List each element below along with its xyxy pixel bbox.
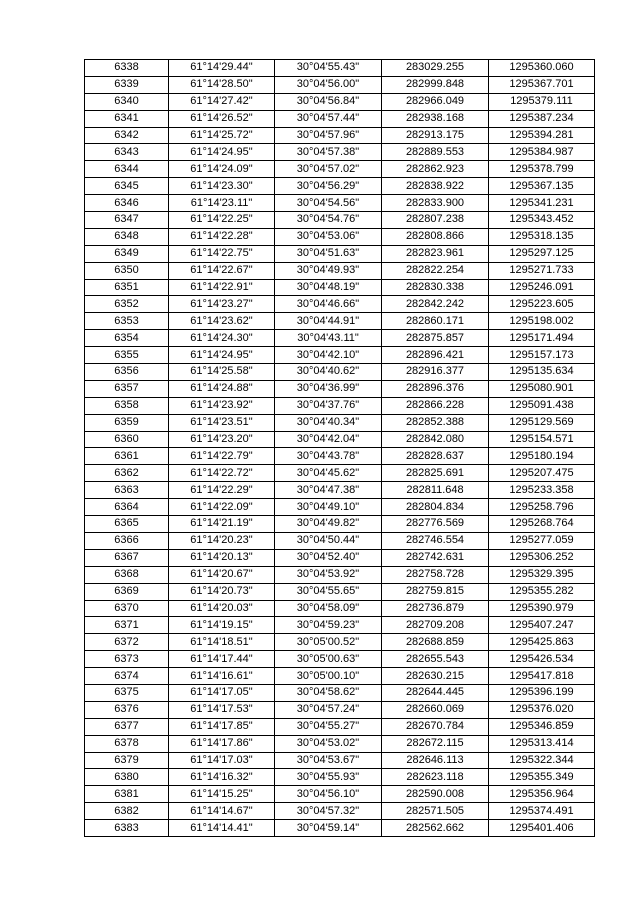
longitude-cell: 30°04'57.96"	[275, 127, 382, 144]
longitude-cell: 30°04'37.76"	[275, 397, 382, 414]
x-coordinate-cell: 282571.505	[382, 803, 489, 820]
latitude-cell: 61°14'14.41"	[169, 820, 275, 837]
point-number-cell: 6377	[85, 718, 169, 735]
x-coordinate-cell: 282896.376	[382, 380, 489, 397]
point-number-cell: 6378	[85, 735, 169, 752]
longitude-cell: 30°04'53.67"	[275, 752, 382, 769]
table-row	[85, 110, 595, 127]
table-row	[85, 178, 595, 195]
point-number-cell: 6356	[85, 364, 169, 381]
y-coordinate-cell: 1295246.091	[489, 279, 595, 296]
table-row	[85, 144, 595, 161]
point-number-cell: 6341	[85, 110, 169, 127]
latitude-cell: 61°14'24.95"	[169, 347, 275, 364]
latitude-cell: 61°14'17.44"	[169, 651, 275, 668]
point-number-cell: 6370	[85, 600, 169, 617]
longitude-cell: 30°04'43.11"	[275, 330, 382, 347]
latitude-cell: 61°14'25.58"	[169, 364, 275, 381]
y-coordinate-cell: 1295271.733	[489, 262, 595, 279]
y-coordinate-cell: 1295384.987	[489, 144, 595, 161]
table-row	[85, 127, 595, 144]
point-number-cell: 6339	[85, 76, 169, 93]
longitude-cell: 30°04'57.44"	[275, 110, 382, 127]
table-row	[85, 313, 595, 330]
table-row	[85, 245, 595, 262]
longitude-cell: 30°04'36.99"	[275, 380, 382, 397]
longitude-cell: 30°04'42.04"	[275, 431, 382, 448]
table-row	[85, 651, 595, 668]
point-number-cell: 6381	[85, 786, 169, 803]
longitude-cell: 30°04'45.62"	[275, 465, 382, 482]
x-coordinate-cell: 282562.662	[382, 820, 489, 837]
x-coordinate-cell: 282759.815	[382, 583, 489, 600]
x-coordinate-cell: 282804.834	[382, 499, 489, 516]
latitude-cell: 61°14'20.73"	[169, 583, 275, 600]
latitude-cell: 61°14'23.11"	[169, 195, 275, 212]
latitude-cell: 61°14'22.25"	[169, 212, 275, 229]
point-number-cell: 6380	[85, 769, 169, 786]
longitude-cell: 30°04'47.38"	[275, 482, 382, 499]
table-row	[85, 803, 595, 820]
x-coordinate-cell: 282875.857	[382, 330, 489, 347]
latitude-cell: 61°14'22.72"	[169, 465, 275, 482]
y-coordinate-cell: 1295394.281	[489, 127, 595, 144]
longitude-cell: 30°04'55.65"	[275, 583, 382, 600]
longitude-cell: 30°04'57.02"	[275, 161, 382, 178]
latitude-cell: 61°14'17.03"	[169, 752, 275, 769]
point-number-cell: 6374	[85, 668, 169, 685]
latitude-cell: 61°14'23.51"	[169, 414, 275, 431]
y-coordinate-cell: 1295329.395	[489, 566, 595, 583]
point-number-cell: 6360	[85, 431, 169, 448]
point-number-cell: 6355	[85, 347, 169, 364]
table-row	[85, 752, 595, 769]
point-number-cell: 6346	[85, 195, 169, 212]
x-coordinate-cell: 282623.118	[382, 769, 489, 786]
y-coordinate-cell: 1295154.571	[489, 431, 595, 448]
x-coordinate-cell: 282860.171	[382, 313, 489, 330]
latitude-cell: 61°14'22.67"	[169, 262, 275, 279]
point-number-cell: 6382	[85, 803, 169, 820]
latitude-cell: 61°14'26.52"	[169, 110, 275, 127]
x-coordinate-cell: 282590.008	[382, 786, 489, 803]
latitude-cell: 61°14'23.27"	[169, 296, 275, 313]
longitude-cell: 30°05'00.52"	[275, 634, 382, 651]
x-coordinate-cell: 282966.049	[382, 93, 489, 110]
x-coordinate-cell: 282889.553	[382, 144, 489, 161]
longitude-cell: 30°04'59.14"	[275, 820, 382, 837]
point-number-cell: 6372	[85, 634, 169, 651]
longitude-cell: 30°04'56.10"	[275, 786, 382, 803]
x-coordinate-cell: 282736.879	[382, 600, 489, 617]
x-coordinate-cell: 282808.866	[382, 228, 489, 245]
x-coordinate-cell: 282742.631	[382, 549, 489, 566]
x-coordinate-cell: 282913.175	[382, 127, 489, 144]
latitude-cell: 61°14'23.20"	[169, 431, 275, 448]
point-number-cell: 6358	[85, 397, 169, 414]
latitude-cell: 61°14'22.09"	[169, 499, 275, 516]
y-coordinate-cell: 1295341.231	[489, 195, 595, 212]
y-coordinate-cell: 1295129.569	[489, 414, 595, 431]
y-coordinate-cell: 1295417.818	[489, 668, 595, 685]
y-coordinate-cell: 1295343.452	[489, 212, 595, 229]
latitude-cell: 61°14'22.75"	[169, 245, 275, 262]
latitude-cell: 61°14'17.05"	[169, 684, 275, 701]
latitude-cell: 61°14'15.25"	[169, 786, 275, 803]
longitude-cell: 30°04'57.32"	[275, 803, 382, 820]
table-row	[85, 634, 595, 651]
longitude-cell: 30°04'57.24"	[275, 701, 382, 718]
y-coordinate-cell: 1295322.344	[489, 752, 595, 769]
point-number-cell: 6351	[85, 279, 169, 296]
table-row	[85, 414, 595, 431]
x-coordinate-cell: 282916.377	[382, 364, 489, 381]
table-row	[85, 769, 595, 786]
latitude-cell: 61°14'22.29"	[169, 482, 275, 499]
latitude-cell: 61°14'20.03"	[169, 600, 275, 617]
table-row	[85, 566, 595, 583]
x-coordinate-cell: 282646.113	[382, 752, 489, 769]
y-coordinate-cell: 1295367.135	[489, 178, 595, 195]
latitude-cell: 61°14'18.51"	[169, 634, 275, 651]
point-number-cell: 6375	[85, 684, 169, 701]
longitude-cell: 30°04'53.06"	[275, 228, 382, 245]
latitude-cell: 61°14'14.67"	[169, 803, 275, 820]
x-coordinate-cell: 282807.238	[382, 212, 489, 229]
point-number-cell: 6368	[85, 566, 169, 583]
latitude-cell: 61°14'29.44"	[169, 60, 275, 77]
table-row	[85, 228, 595, 245]
longitude-cell: 30°05'00.10"	[275, 668, 382, 685]
y-coordinate-cell: 1295396.199	[489, 684, 595, 701]
table-row	[85, 735, 595, 752]
y-coordinate-cell: 1295426.534	[489, 651, 595, 668]
point-number-cell: 6371	[85, 617, 169, 634]
x-coordinate-cell: 282842.080	[382, 431, 489, 448]
longitude-cell: 30°04'56.00"	[275, 76, 382, 93]
table-row	[85, 330, 595, 347]
y-coordinate-cell: 1295355.282	[489, 583, 595, 600]
y-coordinate-cell: 1295306.252	[489, 549, 595, 566]
y-coordinate-cell: 1295401.406	[489, 820, 595, 837]
y-coordinate-cell: 1295268.764	[489, 516, 595, 533]
table-row	[85, 684, 595, 701]
y-coordinate-cell: 1295318.135	[489, 228, 595, 245]
x-coordinate-cell: 282938.168	[382, 110, 489, 127]
point-number-cell: 6348	[85, 228, 169, 245]
table-row	[85, 583, 595, 600]
longitude-cell: 30°04'58.09"	[275, 600, 382, 617]
latitude-cell: 61°14'22.28"	[169, 228, 275, 245]
x-coordinate-cell: 282823.961	[382, 245, 489, 262]
point-number-cell: 6379	[85, 752, 169, 769]
y-coordinate-cell: 1295376.020	[489, 701, 595, 718]
x-coordinate-cell: 282830.338	[382, 279, 489, 296]
point-number-cell: 6363	[85, 482, 169, 499]
table-row	[85, 431, 595, 448]
point-number-cell: 6352	[85, 296, 169, 313]
x-coordinate-cell: 282776.569	[382, 516, 489, 533]
y-coordinate-cell: 1295313.414	[489, 735, 595, 752]
table-row	[85, 532, 595, 549]
latitude-cell: 61°14'24.30"	[169, 330, 275, 347]
table-row	[85, 279, 595, 296]
x-coordinate-cell: 283029.255	[382, 60, 489, 77]
y-coordinate-cell: 1295171.494	[489, 330, 595, 347]
longitude-cell: 30°04'43.78"	[275, 448, 382, 465]
table-row	[85, 600, 595, 617]
longitude-cell: 30°04'42.10"	[275, 347, 382, 364]
longitude-cell: 30°04'51.63"	[275, 245, 382, 262]
table-row	[85, 262, 595, 279]
x-coordinate-cell: 282670.784	[382, 718, 489, 735]
longitude-cell: 30°04'44.91"	[275, 313, 382, 330]
y-coordinate-cell: 1295367.701	[489, 76, 595, 93]
point-number-cell: 6354	[85, 330, 169, 347]
point-number-cell: 6338	[85, 60, 169, 77]
y-coordinate-cell: 1295157.173	[489, 347, 595, 364]
y-coordinate-cell: 1295135.634	[489, 364, 595, 381]
table-row	[85, 161, 595, 178]
table-row	[85, 76, 595, 93]
point-number-cell: 6342	[85, 127, 169, 144]
y-coordinate-cell: 1295387.234	[489, 110, 595, 127]
latitude-cell: 61°14'20.67"	[169, 566, 275, 583]
point-number-cell: 6350	[85, 262, 169, 279]
longitude-cell: 30°04'49.93"	[275, 262, 382, 279]
point-number-cell: 6340	[85, 93, 169, 110]
table-row	[85, 718, 595, 735]
coordinate-table	[84, 59, 595, 837]
longitude-cell: 30°04'54.76"	[275, 212, 382, 229]
y-coordinate-cell: 1295346.859	[489, 718, 595, 735]
table-row	[85, 516, 595, 533]
table-row	[85, 212, 595, 229]
x-coordinate-cell: 282822.254	[382, 262, 489, 279]
y-coordinate-cell: 1295198.002	[489, 313, 595, 330]
latitude-cell: 61°14'24.09"	[169, 161, 275, 178]
point-number-cell: 6345	[85, 178, 169, 195]
point-number-cell: 6369	[85, 583, 169, 600]
point-number-cell: 6353	[85, 313, 169, 330]
x-coordinate-cell: 282688.859	[382, 634, 489, 651]
longitude-cell: 30°04'59.23"	[275, 617, 382, 634]
y-coordinate-cell: 1295374.491	[489, 803, 595, 820]
table-row	[85, 499, 595, 516]
latitude-cell: 61°14'24.88"	[169, 380, 275, 397]
x-coordinate-cell: 282758.728	[382, 566, 489, 583]
y-coordinate-cell: 1295356.964	[489, 786, 595, 803]
table-row	[85, 668, 595, 685]
latitude-cell: 61°14'16.32"	[169, 769, 275, 786]
latitude-cell: 61°14'22.91"	[169, 279, 275, 296]
table-row	[85, 448, 595, 465]
x-coordinate-cell: 282672.115	[382, 735, 489, 752]
longitude-cell: 30°04'55.43"	[275, 60, 382, 77]
y-coordinate-cell: 1295297.125	[489, 245, 595, 262]
longitude-cell: 30°04'49.82"	[275, 516, 382, 533]
y-coordinate-cell: 1295277.059	[489, 532, 595, 549]
point-number-cell: 6367	[85, 549, 169, 566]
point-number-cell: 6344	[85, 161, 169, 178]
table-row	[85, 786, 595, 803]
y-coordinate-cell: 1295407.247	[489, 617, 595, 634]
point-number-cell: 6376	[85, 701, 169, 718]
point-number-cell: 6383	[85, 820, 169, 837]
x-coordinate-cell: 282896.421	[382, 347, 489, 364]
y-coordinate-cell: 1295207.475	[489, 465, 595, 482]
coordinate-table-body	[85, 60, 595, 837]
y-coordinate-cell: 1295355.349	[489, 769, 595, 786]
latitude-cell: 61°14'23.30"	[169, 178, 275, 195]
latitude-cell: 61°14'23.62"	[169, 313, 275, 330]
table-row	[85, 465, 595, 482]
longitude-cell: 30°04'54.56"	[275, 195, 382, 212]
y-coordinate-cell: 1295390.979	[489, 600, 595, 617]
latitude-cell: 61°14'22.79"	[169, 448, 275, 465]
latitude-cell: 61°14'27.42"	[169, 93, 275, 110]
y-coordinate-cell: 1295425.863	[489, 634, 595, 651]
table-row	[85, 364, 595, 381]
point-number-cell: 6359	[85, 414, 169, 431]
point-number-cell: 6365	[85, 516, 169, 533]
x-coordinate-cell: 282825.691	[382, 465, 489, 482]
x-coordinate-cell: 282709.208	[382, 617, 489, 634]
x-coordinate-cell: 282630.215	[382, 668, 489, 685]
latitude-cell: 61°14'20.23"	[169, 532, 275, 549]
longitude-cell: 30°04'56.84"	[275, 93, 382, 110]
longitude-cell: 30°04'56.29"	[275, 178, 382, 195]
table-row	[85, 701, 595, 718]
x-coordinate-cell: 282660.069	[382, 701, 489, 718]
point-number-cell: 6373	[85, 651, 169, 668]
longitude-cell: 30°04'52.40"	[275, 549, 382, 566]
y-coordinate-cell: 1295379.111	[489, 93, 595, 110]
longitude-cell: 30°04'57.38"	[275, 144, 382, 161]
latitude-cell: 61°14'17.86"	[169, 735, 275, 752]
point-number-cell: 6349	[85, 245, 169, 262]
latitude-cell: 61°14'25.72"	[169, 127, 275, 144]
table-row	[85, 549, 595, 566]
point-number-cell: 6361	[85, 448, 169, 465]
longitude-cell: 30°05'00.63"	[275, 651, 382, 668]
y-coordinate-cell: 1295223.605	[489, 296, 595, 313]
x-coordinate-cell: 282833.900	[382, 195, 489, 212]
longitude-cell: 30°04'46.66"	[275, 296, 382, 313]
latitude-cell: 61°14'17.53"	[169, 701, 275, 718]
table-row	[85, 397, 595, 414]
table-row	[85, 60, 595, 77]
latitude-cell: 61°14'19.15"	[169, 617, 275, 634]
point-number-cell: 6347	[85, 212, 169, 229]
x-coordinate-cell: 282838.922	[382, 178, 489, 195]
y-coordinate-cell: 1295378.799	[489, 161, 595, 178]
point-number-cell: 6357	[85, 380, 169, 397]
point-number-cell: 6343	[85, 144, 169, 161]
longitude-cell: 30°04'40.62"	[275, 364, 382, 381]
table-row	[85, 296, 595, 313]
point-number-cell: 6364	[85, 499, 169, 516]
point-number-cell: 6366	[85, 532, 169, 549]
table-row	[85, 617, 595, 634]
latitude-cell: 61°14'16.61"	[169, 668, 275, 685]
y-coordinate-cell: 1295080.901	[489, 380, 595, 397]
x-coordinate-cell: 282866.228	[382, 397, 489, 414]
table-row	[85, 482, 595, 499]
x-coordinate-cell: 282746.554	[382, 532, 489, 549]
latitude-cell: 61°14'21.19"	[169, 516, 275, 533]
x-coordinate-cell: 282842.242	[382, 296, 489, 313]
y-coordinate-cell: 1295258.796	[489, 499, 595, 516]
longitude-cell: 30°04'50.44"	[275, 532, 382, 549]
latitude-cell: 61°14'28.50"	[169, 76, 275, 93]
longitude-cell: 30°04'49.10"	[275, 499, 382, 516]
latitude-cell: 61°14'23.92"	[169, 397, 275, 414]
y-coordinate-cell: 1295233.358	[489, 482, 595, 499]
x-coordinate-cell: 282852.388	[382, 414, 489, 431]
x-coordinate-cell: 282999.848	[382, 76, 489, 93]
longitude-cell: 30°04'55.93"	[275, 769, 382, 786]
table-row	[85, 820, 595, 837]
latitude-cell: 61°14'17.85"	[169, 718, 275, 735]
longitude-cell: 30°04'55.27"	[275, 718, 382, 735]
table-row	[85, 195, 595, 212]
table-row	[85, 93, 595, 110]
x-coordinate-cell: 282655.543	[382, 651, 489, 668]
table-row	[85, 347, 595, 364]
latitude-cell: 61°14'24.95"	[169, 144, 275, 161]
x-coordinate-cell: 282862.923	[382, 161, 489, 178]
longitude-cell: 30°04'40.34"	[275, 414, 382, 431]
y-coordinate-cell: 1295180.194	[489, 448, 595, 465]
x-coordinate-cell: 282828.637	[382, 448, 489, 465]
longitude-cell: 30°04'48.19"	[275, 279, 382, 296]
point-number-cell: 6362	[85, 465, 169, 482]
latitude-cell: 61°14'20.13"	[169, 549, 275, 566]
table-row	[85, 380, 595, 397]
x-coordinate-cell: 282811.648	[382, 482, 489, 499]
x-coordinate-cell: 282644.445	[382, 684, 489, 701]
y-coordinate-cell: 1295360.060	[489, 60, 595, 77]
longitude-cell: 30°04'53.02"	[275, 735, 382, 752]
longitude-cell: 30°04'58.62"	[275, 684, 382, 701]
y-coordinate-cell: 1295091.438	[489, 397, 595, 414]
longitude-cell: 30°04'53.92"	[275, 566, 382, 583]
